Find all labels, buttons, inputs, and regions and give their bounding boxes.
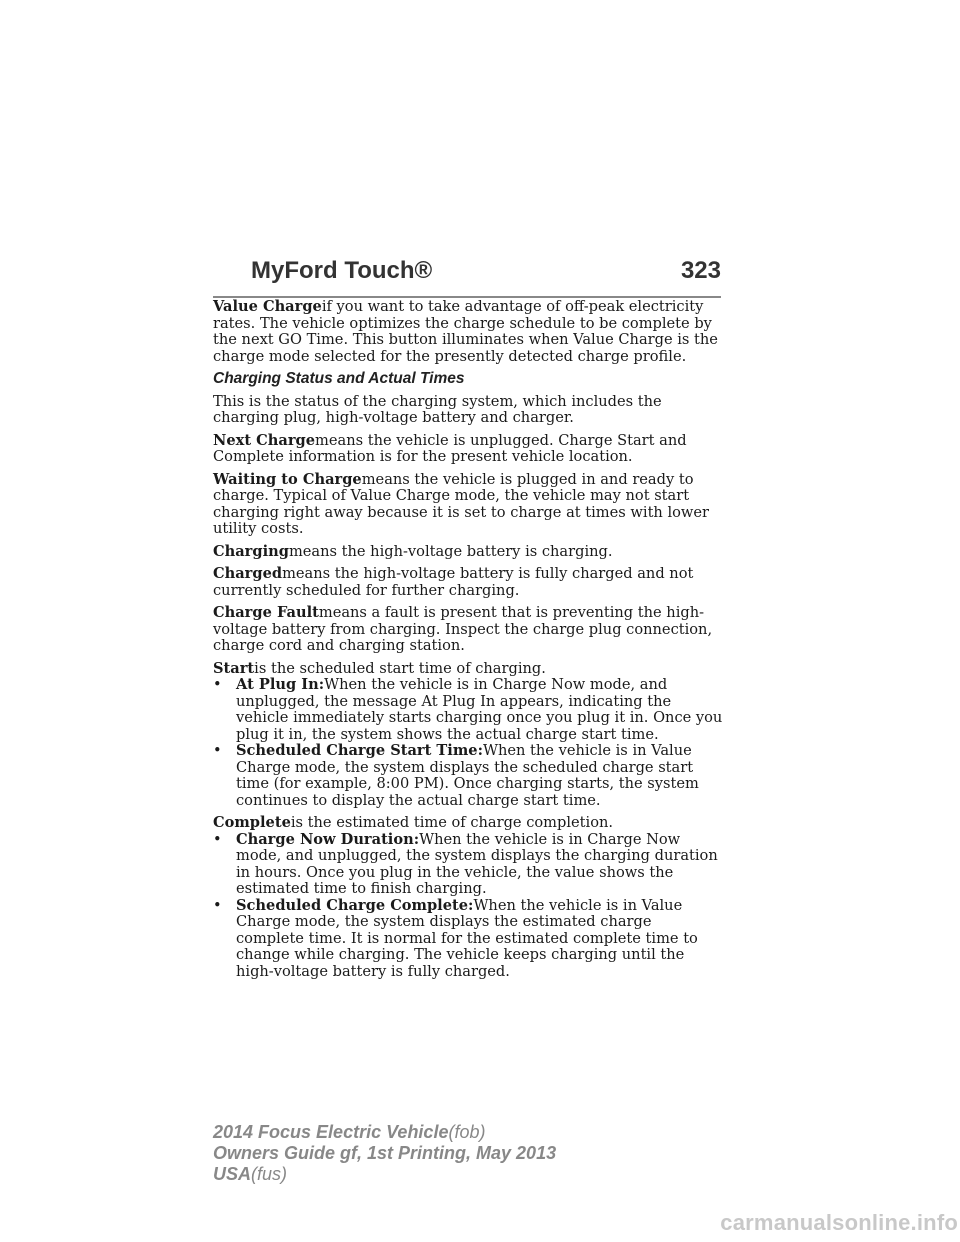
page-number: 323 (680, 257, 721, 284)
term: Scheduled Charge Start Time: (236, 742, 483, 759)
status-next-charge (213, 433, 723, 466)
status-charged (213, 566, 723, 599)
print-footer (213, 1122, 556, 1185)
section-intro: This is the status of the charging system, which includes the charging plug, high-voltage battery and charger. (213, 392, 662, 426)
bullet-icon: • (213, 830, 222, 848)
footer-line-edition: Owners Guide gf, 1st Printing, May 2013 (213, 1143, 557, 1163)
status-waiting-to-charge (213, 472, 723, 538)
definition: When the vehicle is in Charge Now mode, and unplugged, the message At Plug In appears, indicating the vehicle immediately starts charging once you plug it in. Once you plug it in, the system shows the actual charge start time. (236, 676, 723, 743)
status-charging (213, 544, 723, 561)
footer-vehicle-code: (fob) (448, 1122, 486, 1142)
start-paragraph (213, 661, 723, 678)
bullet-icon: • (213, 742, 222, 759)
term: Charging (213, 542, 289, 560)
definition: When the vehicle is in Charge Now mode, and unplugged, the system displays the charging duration in hours. Once you plug in the vehicle, the value shows the estimated time to finish charging. (236, 830, 718, 897)
footer-line-vehicle (213, 1122, 556, 1143)
definition: When the vehicle is in Value Charge mode, the system displays the scheduled charge start time (for example, 8:00 PM). Once charging starts, the system continues to display the actual charge start time. (236, 742, 699, 809)
footer-line-market (213, 1164, 556, 1185)
term: Charge Now Duration: (236, 830, 420, 848)
definition: is the estimated time of charge completion. (290, 814, 614, 831)
list-item (213, 677, 723, 743)
watermark: carmanualsonline.info (720, 1210, 958, 1235)
complete-bullet-list (213, 832, 723, 981)
footer-market-code: (fus) (251, 1164, 288, 1184)
status-charge-fault (213, 605, 723, 655)
start-bullet-list (213, 677, 723, 809)
term: Value Charge (213, 298, 322, 315)
term: Scheduled Charge Complete: (236, 896, 474, 914)
term: Next Charge (213, 431, 316, 449)
bullet-icon: • (213, 676, 222, 693)
value-charge-paragraph (213, 299, 723, 365)
definition: means a fault is present that is preventing the high-voltage battery from charging. Inspect the charge plug connection, charge cord and charging station. (213, 604, 713, 654)
list-item (213, 898, 723, 981)
term: Start (213, 659, 255, 677)
bullet-icon: • (213, 896, 222, 914)
definition: When the vehicle is in Value Charge mode, the system displays the estimated charge complete time. It is normal for the estimated complete time to change while charging. The vehicle keeps charging until the high-voltage battery is fully charged. (236, 896, 698, 980)
section-heading: Charging Status and Actual Times (213, 370, 465, 387)
term: Charge Fault (213, 604, 319, 621)
page-header (213, 257, 721, 295)
complete-paragraph (213, 815, 723, 832)
term: At Plug In: (236, 676, 325, 693)
definition: means the high-voltage battery is charging. (288, 542, 613, 560)
term: Charged (213, 565, 283, 582)
manual-body (213, 299, 723, 986)
list-item (213, 832, 723, 898)
footer-market: USA (213, 1164, 252, 1184)
definition: means the high-voltage battery is fully charged and not currently scheduled for further charging. (213, 565, 694, 599)
footer-vehicle: 2014 Focus Electric Vehicle (213, 1122, 449, 1142)
definition: if you want to take advantage of off-peak electricity rates. The vehicle optimizes the charge schedule to be complete by the next GO Time. This button illuminates when Value Charge is the charge mode selected for the presently detected charge profile. (213, 298, 718, 365)
definition: means the vehicle is unplugged. Charge Start and Complete information is for the present vehicle location. (213, 431, 687, 465)
term: Complete (213, 814, 291, 831)
definition: is the scheduled start time of charging. (254, 659, 546, 677)
term: Waiting to Charge (213, 470, 362, 488)
definition: means the vehicle is plugged in and ready to charge. Typical of Value Charge mode, the vehicle may not start charging right away because it is set to charge at times with lower utility costs. (213, 470, 710, 537)
list-item (213, 743, 723, 809)
page-title: MyFord Touch® (251, 257, 433, 284)
